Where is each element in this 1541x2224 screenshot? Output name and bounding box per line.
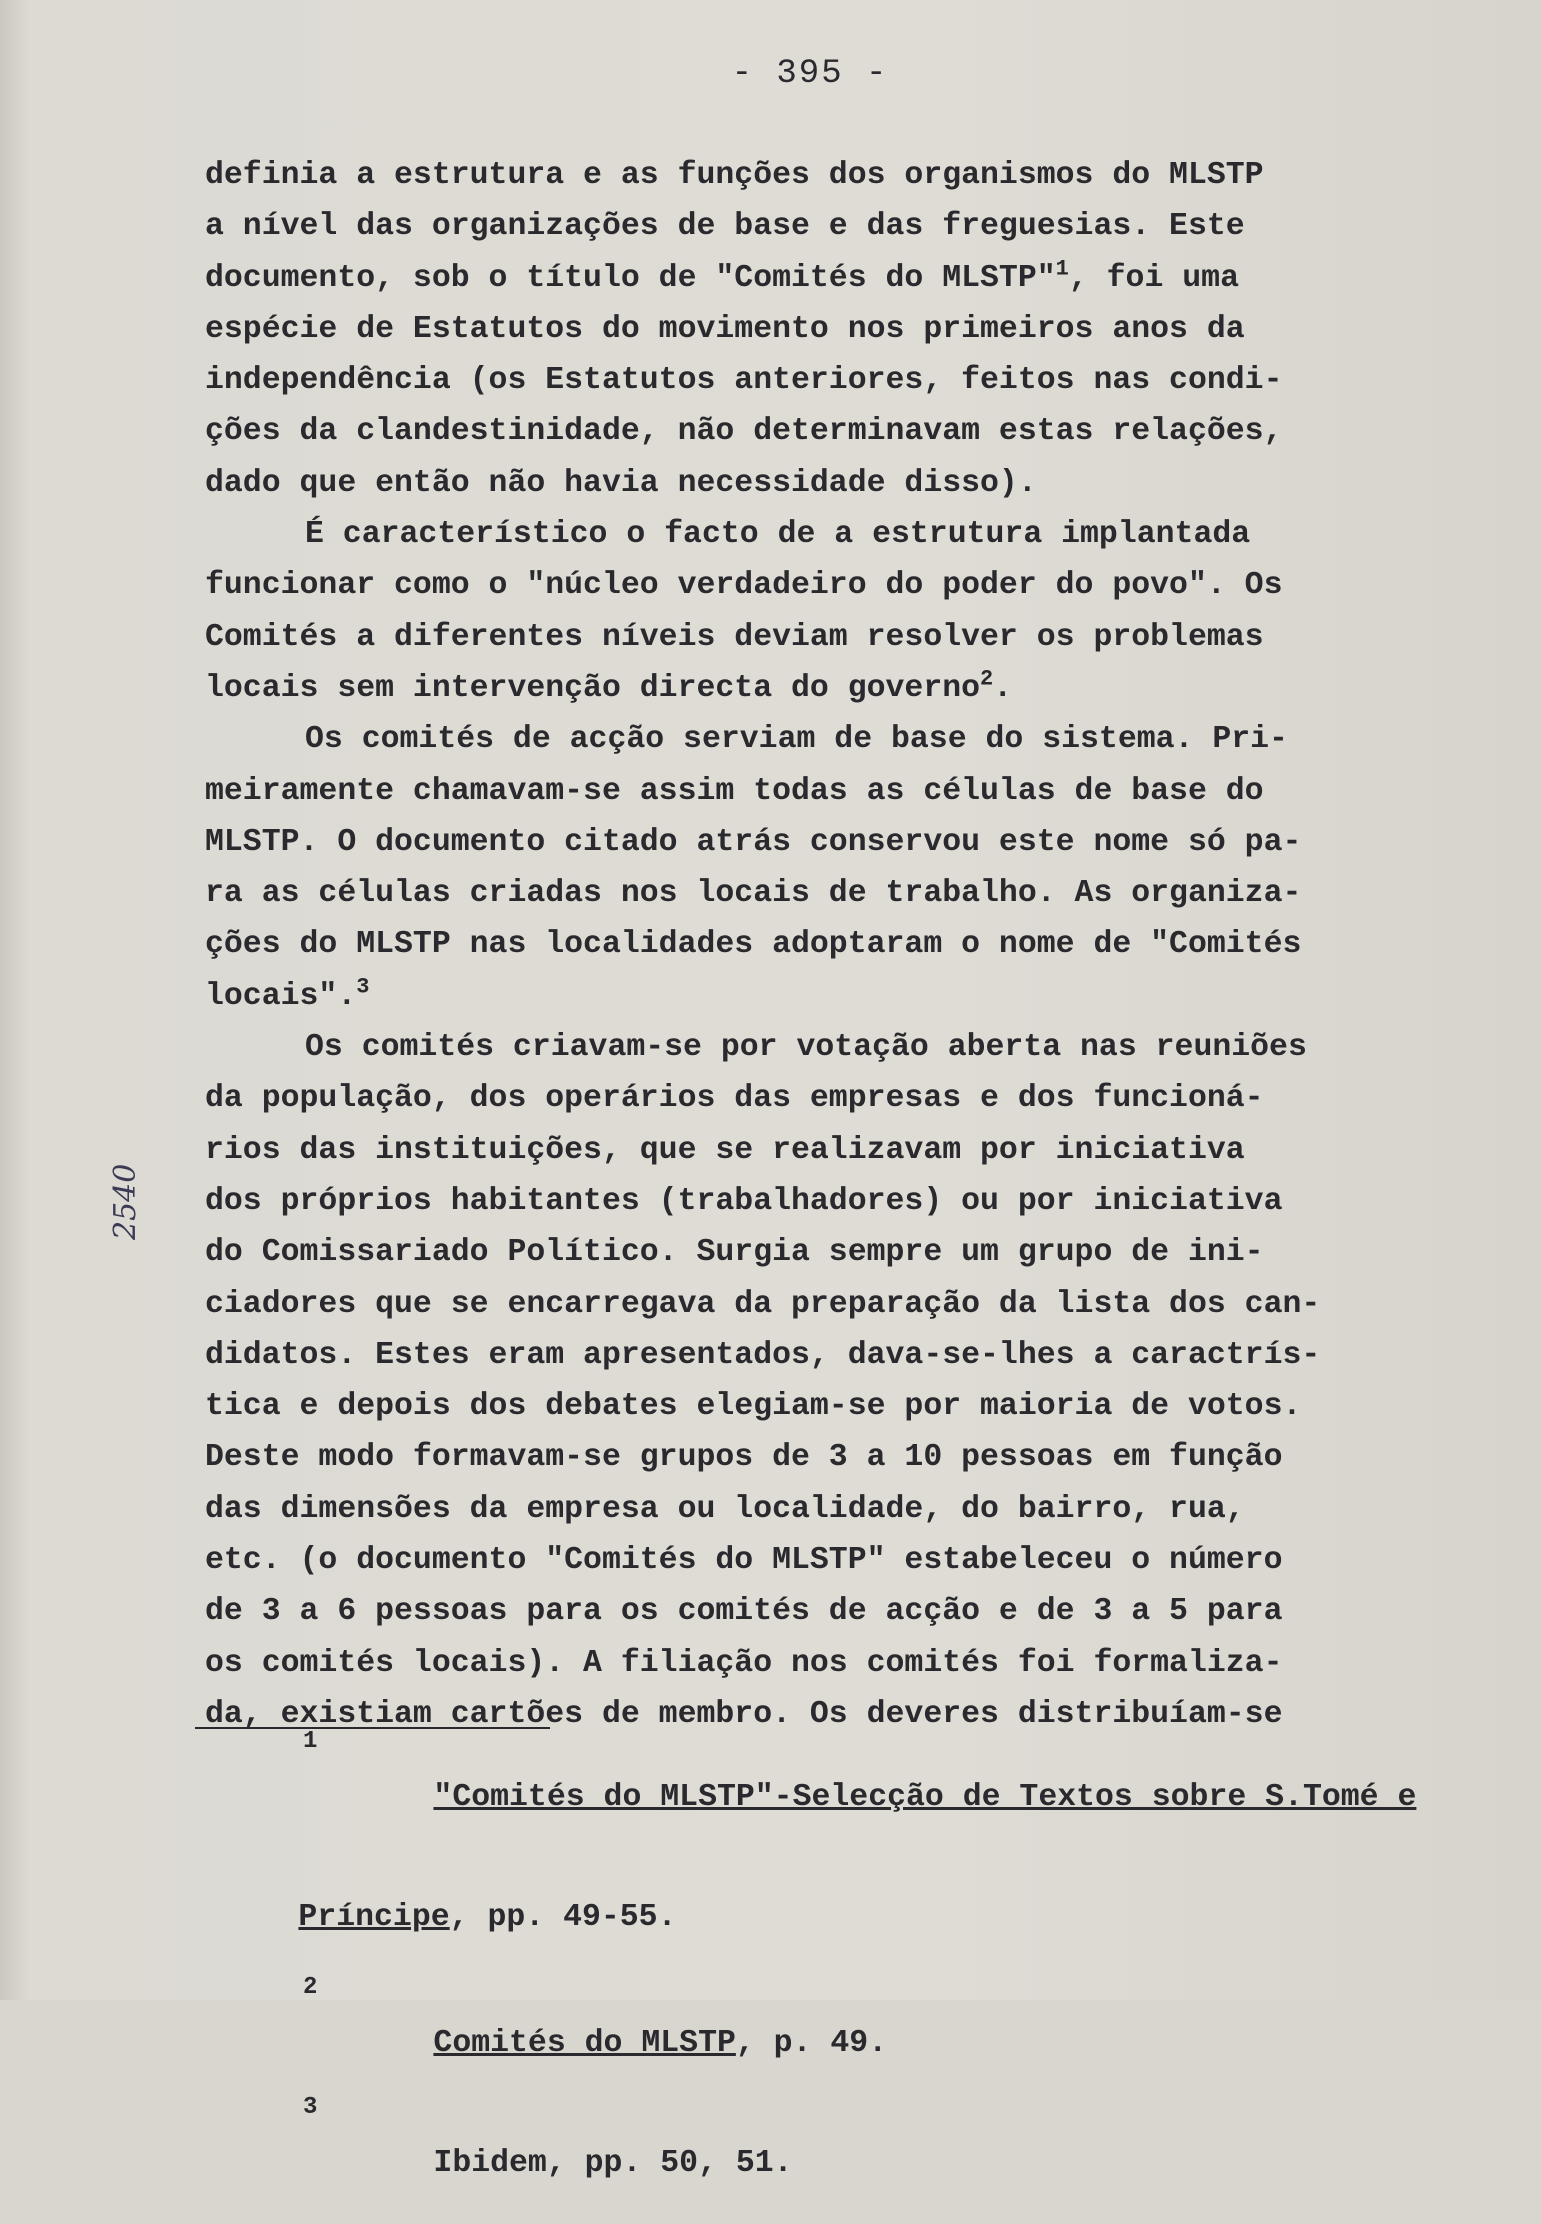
body-line: [205, 868, 1435, 919]
body-line: [205, 919, 1435, 970]
body-line-text: da, existiam cartões de membro. Os deveres distribuíam-se: [205, 1696, 1283, 1732]
body-line-text: de 3 a 6 pessoas para os comités de acção e de 3 a 5 para: [205, 1594, 1283, 1630]
body-line-text: dado que então não havia necessidade disso).: [205, 465, 1037, 501]
footnote-separator: [195, 1727, 550, 1729]
body-line-text: ciadores que se encarregava da preparação da lista dos can-: [205, 1286, 1321, 1322]
footnote-1-pages: , pp. 49-55.: [449, 1900, 677, 1935]
footnote-1-mark: 1: [303, 1728, 318, 1755]
body-line: [205, 1638, 1435, 1689]
body-line: [205, 1125, 1435, 1176]
body-line-text: ções da clandestinidade, não determinavam estas relações,: [205, 414, 1283, 450]
body-line-text: meiramente chamavam-se assim todas as células de base do: [205, 773, 1264, 809]
body-line: [205, 253, 1435, 304]
body-line-text-after: , foi uma: [1068, 260, 1239, 296]
body-line: [205, 1279, 1435, 1330]
body-line-text: rios das instituições, que se realizavam por iniciativa: [205, 1132, 1245, 1168]
body-line: [205, 1176, 1435, 1227]
body-line: [205, 1227, 1435, 1278]
body-line-text: etc. (o documento "Comités do MLSTP" estabeleceu o número: [205, 1543, 1283, 1579]
footnote-1: [185, 1728, 1417, 1858]
footnote-1-title: "Comités do MLSTP"-Selecção de Textos sobre S.Tomé e: [433, 1780, 1417, 1815]
body-line: [205, 1381, 1435, 1432]
page-number: - 395 -: [731, 55, 889, 93]
footnotes: [185, 1728, 1417, 2224]
body-line-text: definia a estrutura e as funções dos organismos do MLSTP: [205, 158, 1264, 193]
body-line-text: funcionar como o "núcleo verdadeiro do poder do povo". Os: [205, 568, 1283, 604]
footnote-3-mark: 3: [303, 2094, 318, 2121]
footnote-2: [185, 1974, 1415, 2104]
footnote-reference: 3: [356, 974, 370, 1000]
body-line: [205, 1330, 1435, 1381]
footnote-3-text: Ibidem, pp. 50, 51.: [433, 2146, 793, 2181]
body-line-text: didatos. Estes eram apresentados, dava-se-lhes a caractrís-: [205, 1337, 1321, 1373]
body-line-text: Os comités de acção serviam de base do sistema. Pri-: [305, 722, 1288, 758]
body-line: [205, 766, 1435, 817]
body-line: [205, 817, 1435, 868]
body-line-text: independência (os Estatutos anteriores, feitos nas condi-: [205, 363, 1283, 399]
body-line: [205, 304, 1435, 355]
body-line: [205, 355, 1435, 406]
footnote-2-title: Comités do MLSTP: [433, 2026, 736, 2061]
footnote-2-mark: 2: [303, 1974, 318, 2001]
body-line-text: do Comissariado Político. Surgia sempre um grupo de ini-: [205, 1235, 1264, 1271]
body-line: [205, 971, 1435, 1022]
body-line: [205, 458, 1435, 509]
body-line: [205, 1432, 1435, 1483]
footnote-3: [185, 2094, 1415, 2224]
body-line-text: das dimensões da empresa ou localidade, do bairro, rua,: [205, 1491, 1245, 1527]
body-line: [205, 1689, 1435, 1740]
body-line: [205, 150, 1435, 201]
body-line-text-after: .: [993, 670, 1013, 706]
body-line: [205, 560, 1435, 611]
body-line: [205, 201, 1435, 252]
body-line: [205, 1484, 1435, 1535]
body-line: [205, 1022, 1435, 1073]
body-text: [205, 150, 1435, 1740]
footnote-2-pages: , p. 49.: [735, 2026, 888, 2061]
footnote-reference: 2: [980, 666, 994, 692]
body-line-text: a nível das organizações de base e das freguesias. Este: [205, 209, 1245, 245]
body-line-text: dos próprios habitantes (trabalhadores) ou por iniciativa: [205, 1183, 1283, 1219]
body-line-text: Os comités criavam-se por votação aberta nas reuniões: [305, 1030, 1307, 1066]
body-line-text: tica e depois dos debates elegiam-se por maioria de votos.: [205, 1389, 1302, 1425]
body-line-text: Comités a diferentes níveis deviam resolver os problemas: [205, 619, 1264, 655]
body-line-text: Deste modo formavam-se grupos de 3 a 10 pessoas em função: [205, 1440, 1283, 1476]
footnote-reference: 1: [1055, 256, 1069, 282]
body-line: [205, 663, 1435, 714]
body-line: [205, 1535, 1435, 1586]
body-line-text: locais sem intervenção directa do governo: [205, 670, 981, 706]
body-line: [205, 612, 1435, 663]
body-line-text: os comités locais). A filiação nos comités foi formaliza-: [205, 1645, 1283, 1681]
body-line-text: locais".: [205, 978, 357, 1014]
body-line: [205, 1586, 1435, 1637]
body-line: [205, 1073, 1435, 1124]
body-line-text: ções do MLSTP nas localidades adoptaram o nome de "Comités: [205, 927, 1302, 963]
body-line: [205, 406, 1435, 457]
body-line-text: documento, sob o título de "Comités do MLSTP": [205, 260, 1056, 296]
body-line-text: espécie de Estatutos do movimento nos primeiros anos da: [205, 311, 1245, 347]
body-line-text: da população, dos operários das empresas e dos funcioná-: [205, 1081, 1264, 1117]
body-line: [205, 714, 1435, 765]
handwritten-margin-note: 2540: [108, 1163, 143, 1240]
body-line-text: MLSTP. O documento citado atrás conservou este nome só pa-: [205, 824, 1302, 860]
footnote-1-title-cont: Príncipe: [298, 1900, 450, 1935]
body-line: [205, 509, 1435, 560]
body-line-text: ra as células criadas nos locais de trabalho. As organiza-: [205, 876, 1302, 912]
body-line-text: É característico o facto de a estrutura implantada: [305, 517, 1251, 553]
footnote-1-continuation: [185, 1858, 1415, 1978]
